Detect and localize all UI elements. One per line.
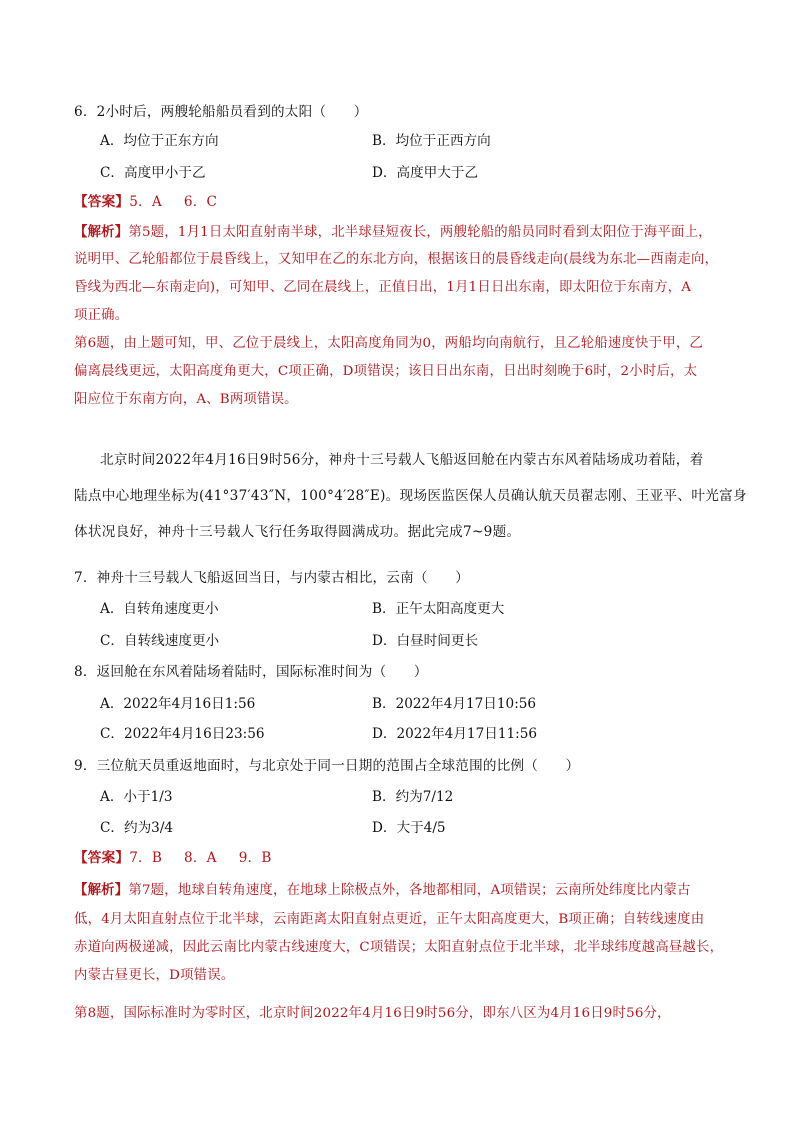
analysis-1-line-5: 第6题，由上题可知，甲、乙位于晨线上，太阳高度角同为0，两船均向南航行，且乙轮船速度快于甲，乙 bbox=[74, 336, 704, 351]
q7-option-a: A．自转角速度更小 bbox=[100, 601, 219, 617]
analysis-2-line-4: 内蒙古昼更长，D项错误。 bbox=[74, 968, 235, 983]
passage-line-3: 体状况良好，神舟十三号载人飞行任务取得圆满成功。据此完成7~9题。 bbox=[74, 524, 521, 540]
analysis-1-line-2: 说明甲、乙轮船都位于晨昏线上，又知甲在乙的东北方向，根据该日的晨昏线走向(晨线为东北—西南走向， bbox=[74, 252, 719, 267]
q9-option-b: B．约为7/12 bbox=[372, 789, 454, 805]
q6-option-b: B．均位于正西方向 bbox=[372, 133, 491, 149]
analysis-2-line-3: 赤道向两极递减，因此云南比内蒙古线速度大，C项错误；太阳直射点位于北半球，北半球纬度越高昼越长， bbox=[74, 940, 724, 955]
q6-option-a: A．均位于正东方向 bbox=[100, 133, 219, 149]
analysis-1-line-1: 【解析】第5题，1月1日太阳直射南半球，北半球昼短夜长，两艘轮船的船员同时看到太阳位于海平面上， bbox=[74, 224, 712, 240]
passage-line-2: 陆点中心地理坐标为(41°37′43″N，100°4′28″E)。现场医监医保人员确认航天员翟志刚、王亚平、叶光富身 bbox=[74, 488, 747, 504]
analysis-tag: 【解析】 bbox=[74, 224, 129, 240]
q6-option-c: C．高度甲小于乙 bbox=[100, 165, 206, 181]
question-9-stem: 9．三位航天员重返地面时，与北京处于同一日期的范围占全球范围的比例（ ） bbox=[74, 758, 580, 774]
answer-item: 7．B bbox=[129, 850, 163, 866]
question-8-stem: 8．返回舱在东风着陆场着陆时，国际标准时间为（ ） bbox=[74, 664, 428, 680]
analysis-1-line-6: 偏离晨线更远，太阳高度角更大，C项正确，D项错误；该日日出东南，日出时刻晚于6时，2小时后，太 bbox=[74, 364, 698, 379]
analysis-2-line-2: 低，4月太阳直射点位于北半球，云南距离太阳直射点更近，正午太阳高度更大，B项正确；自转线速度由 bbox=[74, 912, 705, 927]
analysis-2-line-1: 【解析】第7题，地球自转角速度，在地球上除极点外，各地都相同，A项错误；云南所处纬度比内蒙古 bbox=[74, 882, 691, 898]
q8-option-b: B．2022年4月17日10:56 bbox=[372, 696, 537, 712]
q6-option-d: D．高度甲大于乙 bbox=[372, 165, 479, 181]
q9-option-c: C．约为3/4 bbox=[100, 820, 174, 836]
passage-line-1: 北京时间2022年4月16日9时56分，神舟十三号载人飞船返回舱在内蒙古东风着陆场成功着陆，着 bbox=[100, 452, 704, 468]
q9-option-d: D．大于4/5 bbox=[372, 820, 446, 836]
answer-item: 5．A bbox=[129, 194, 162, 210]
q7-option-d: D．白昼时间更长 bbox=[372, 633, 479, 649]
q8-option-d: D．2022年4月17日11:56 bbox=[372, 726, 537, 742]
analysis-tag: 【解析】 bbox=[74, 882, 129, 898]
analysis-1-line-7: 阳应位于东南方向，A、B两项错误。 bbox=[74, 392, 298, 407]
q8-option-a: A．2022年4月16日1:56 bbox=[100, 696, 256, 712]
answer-item: 9．B bbox=[238, 850, 272, 866]
q7-option-c: C．自转线速度更小 bbox=[100, 633, 220, 649]
answer-block-1 bbox=[74, 192, 217, 212]
analysis-1-line-3: 昏线为西北—东南走向)，可知甲、乙同在晨线上，正值日出，1月1日日出东南，即太阳位于东南方，A bbox=[74, 280, 692, 295]
q8-option-c: C．2022年4月16日23:56 bbox=[100, 726, 265, 742]
answer-block-2 bbox=[74, 848, 272, 868]
answer-item: 6．C bbox=[183, 194, 218, 210]
answer-item: 8．A bbox=[184, 850, 217, 866]
analysis-1-line-4: 项正确。 bbox=[74, 308, 129, 323]
question-7-stem: 7．神舟十三号载人飞船返回当日，与内蒙古相比，云南（ ） bbox=[74, 570, 470, 586]
q7-option-b: B．正午太阳高度更大 bbox=[372, 601, 505, 617]
answer-tag: 【答案】 bbox=[74, 850, 130, 866]
q9-option-a: A．小于1/3 bbox=[100, 789, 173, 805]
answer-tag: 【答案】 bbox=[74, 194, 130, 210]
analysis-2-line-5: 第8题，国际标准时为零时区，北京时间2022年4月16日9时56分，即东八区为4月16日9时56分， bbox=[74, 1006, 671, 1021]
question-6-stem: 6．2小时后，两艘轮船船员看到的太阳（ ） bbox=[74, 104, 368, 120]
